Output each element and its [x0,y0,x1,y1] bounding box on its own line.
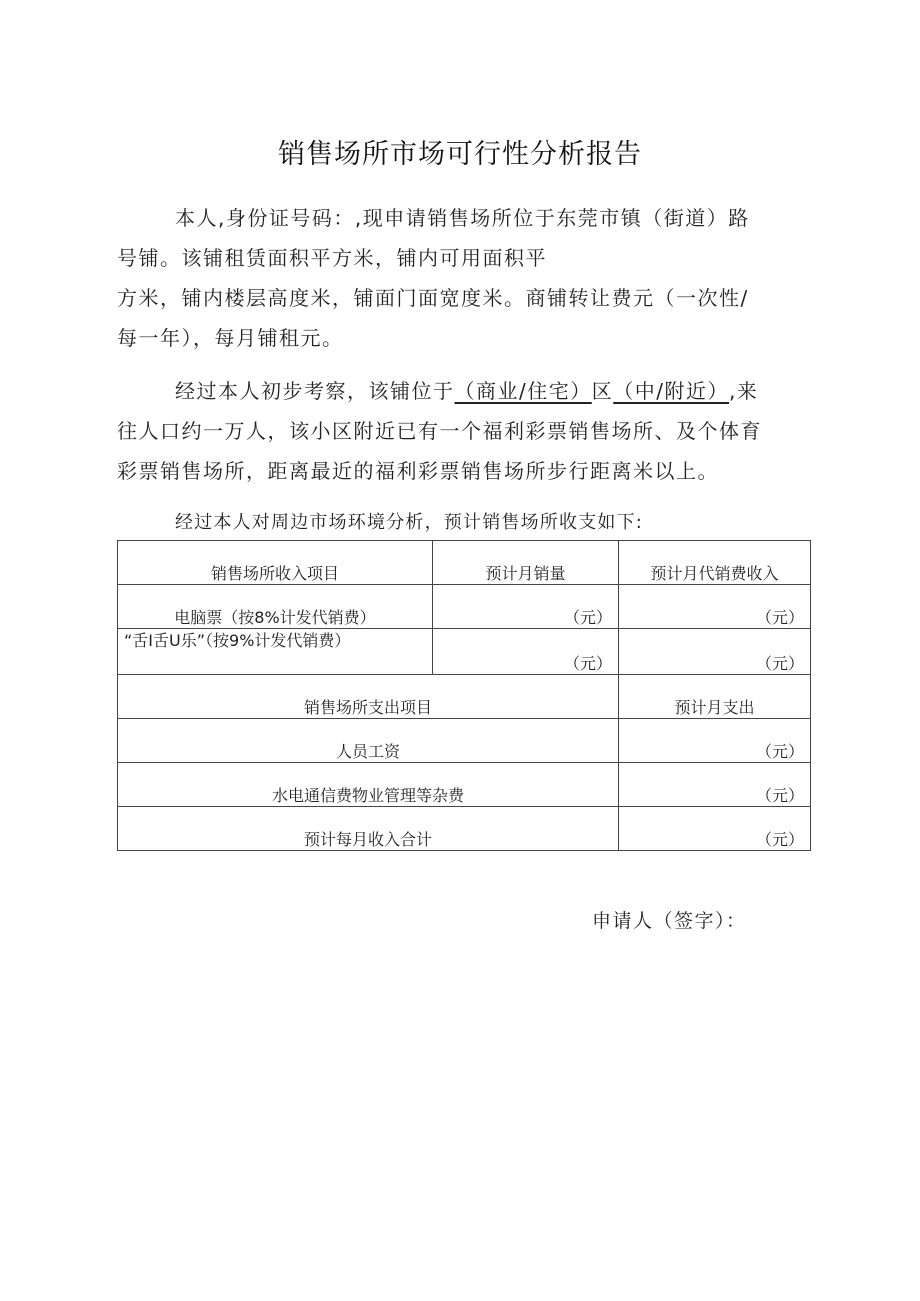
income-item-header: 销售场所收入项目 [118,541,433,585]
document-title: 销售场所市场可行性分析报告 [278,139,642,170]
monthly-commission-cell: （元） [619,629,811,675]
survey-line-1 [117,371,817,411]
application-paragraph [117,198,817,358]
location-option: （中/附近） [613,379,729,403]
application-line-1: 本人,身份证号码：,现申请销售场所位于东莞市镇（街道）路 [175,206,750,230]
survey-line-3: 彩票销售场所，距离最近的福利彩票销售场所步行距离米以上。 [117,459,719,483]
table-row [118,763,811,807]
expense-item-header: 销售场所支出项目 [118,675,619,719]
income-item-cell: 电脑票（按8%计发代销费） [118,585,433,629]
income-header-row [118,541,811,585]
monthly-expense-cell: （元） [619,763,811,807]
total-label-cell: 预计每月收入合计 [118,807,619,851]
income-item-cell: “舌I舌U乐”（按9%计发代销费） [118,629,433,675]
monthly-expense-cell: （元） [619,719,811,763]
table-row [118,585,811,629]
area-type-option: （商业/住宅） [454,379,592,403]
monthly-expense-header: 预计月支出 [619,675,811,719]
signature-label: 申请人（签字）： [592,910,747,932]
monthly-commission-cell: （元） [619,585,811,629]
monthly-commission-header: 预计月代销费收入 [619,541,811,585]
survey-line-1-suffix: ,来 [729,379,759,403]
survey-paragraph [117,371,817,491]
monthly-sales-header: 预计月销量 [433,541,619,585]
table-intro: 经过本人对周边市场环境分析，预计销售场所收支如下: [175,512,644,533]
expense-header-row [118,675,811,719]
expense-item-cell: 水电通信费物业管理等杂费 [118,763,619,807]
application-line-2: 号铺。该铺租赁面积平方米，铺内可用面积平 [117,246,547,270]
survey-line-2: 往人口约一万人，该小区附近已有一个福利彩票销售场所、及个体育 [117,419,762,443]
application-line-3: 方米，铺内楼层高度米，铺面门面宽度米。商铺转让费元（一次性/ [117,286,749,310]
income-expense-table [117,540,811,851]
monthly-sales-cell: （元） [433,585,619,629]
survey-line-1-prefix: 经过本人初步考察，该铺位于 [175,379,455,403]
application-line-4: 每一年），每月铺租元。 [117,326,344,350]
table-row [118,629,811,675]
expense-item-cell: 人员工资 [118,719,619,763]
table-row [118,719,811,763]
monthly-sales-cell: （元） [433,629,619,675]
total-amount-cell: （元） [619,807,811,851]
survey-line-1-mid: 区 [591,379,614,403]
total-row [118,807,811,851]
